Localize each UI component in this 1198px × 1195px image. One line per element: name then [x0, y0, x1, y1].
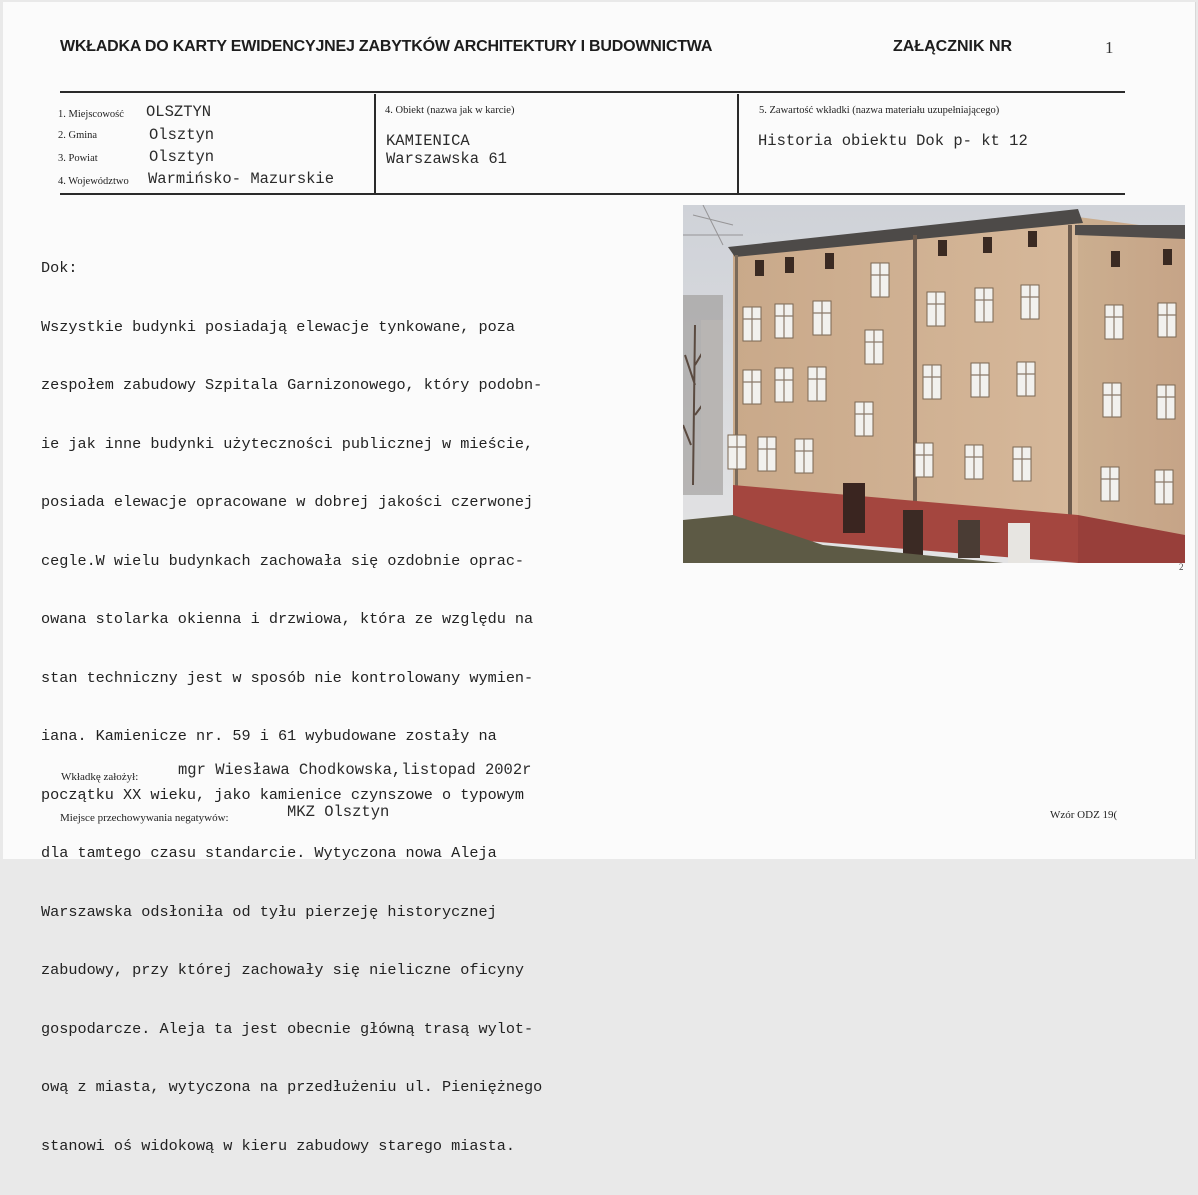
annex-label: ZAŁĄCZNIK NR	[893, 38, 1013, 55]
voivodeship-label: 4. Województwo	[58, 176, 129, 187]
text-line: cegle.W wielu budynkach zachowała się ozdobnie oprac-	[41, 551, 525, 570]
author-label: Wkładkę założył:	[61, 771, 139, 783]
commune-value: Olsztyn	[149, 126, 215, 144]
text-line: stanowi oś widokową w kieru zabudowy starego miasta.	[41, 1136, 515, 1155]
building-photo	[683, 205, 1185, 563]
text-line: gospodarcze. Aleja ta jest obecnie główną trasą wylot-	[41, 1019, 534, 1038]
text-line: początku XX wieku, jako kamienice czynszowe o typowym	[41, 785, 525, 804]
object-address: Warszawska 61	[386, 150, 507, 168]
text-line: zabudowy, przy której zachowały się nieliczne oficyny	[41, 961, 525, 979]
commune-label: 2. Gmina	[58, 130, 98, 141]
photo-number: 2	[1179, 562, 1184, 572]
text-line: dla tamtego czasu standarcie. Wytyczona nowa Aleja	[41, 844, 497, 862]
document-title: WKŁADKA DO KARTY EWIDENCYJNEJ ZABYTKÓW ARCHITEKTURY I BUDOWNICTWA	[60, 38, 713, 55]
contents-label: 5. Zawartość wkładki (nazwa materiału uzupełniającego)	[759, 105, 1000, 116]
text-line: posiada elewacje opracowane w dobrej jakości czerwonej	[41, 493, 534, 511]
county-label: 3. Powiat	[58, 153, 98, 164]
text-line: Dok:	[41, 259, 78, 277]
storage-label: Miejsce przechowywania negatywów:	[60, 812, 229, 824]
county-value: Olsztyn	[149, 148, 215, 166]
text-line: ie jak inne budynki użyteczności publicznej w mieście,	[41, 434, 534, 453]
contents-value: Historia obiektu Dok p- kt 12	[758, 132, 1028, 150]
column-divider-1	[374, 94, 376, 195]
header-bottom-rule	[60, 193, 1125, 195]
place-label: 1. Miejscowość	[58, 109, 124, 120]
author-value: mgr Wiesława Chodkowska,listopad 2002r	[178, 761, 532, 779]
header-top-rule	[60, 91, 1125, 93]
text-line: Warszawska odsłoniła od tyłu pierzeję historycznej	[41, 902, 497, 921]
document-sheet	[3, 2, 1196, 1155]
column-divider-2	[737, 94, 739, 195]
text-line: iana. Kamienicze nr. 59 i 61 wybudowane zostały na	[41, 727, 497, 745]
voivodeship-value: Warmińsko- Mazurskie	[148, 170, 335, 188]
place-value: OLSZTYN	[146, 103, 212, 121]
text-line: ową z miasta, wytyczona na przedłużeniu ul. Pieniężnego	[41, 1078, 543, 1096]
text-line: stan techniczny jest w sposób nie kontrolowany wymien-	[41, 668, 534, 687]
annex-number: 1	[1105, 38, 1114, 57]
form-code: Wzór ODZ 19(	[1050, 809, 1118, 821]
text-line: owana stolarka okienna i drzwiowa, która ze względu na	[41, 610, 534, 628]
text-line: Wszystkie budynki posiadają elewacje tynkowane, poza	[41, 317, 515, 336]
storage-value: MKZ Olsztyn	[287, 803, 390, 821]
object-name: KAMIENICA	[386, 132, 470, 150]
text-line: zespołem zabudowy Szpitala Garnizonowego, który podobn-	[41, 376, 543, 394]
object-label: 4. Obiekt (nazwa jak w karcie)	[385, 105, 515, 116]
history-text	[41, 220, 681, 1195]
